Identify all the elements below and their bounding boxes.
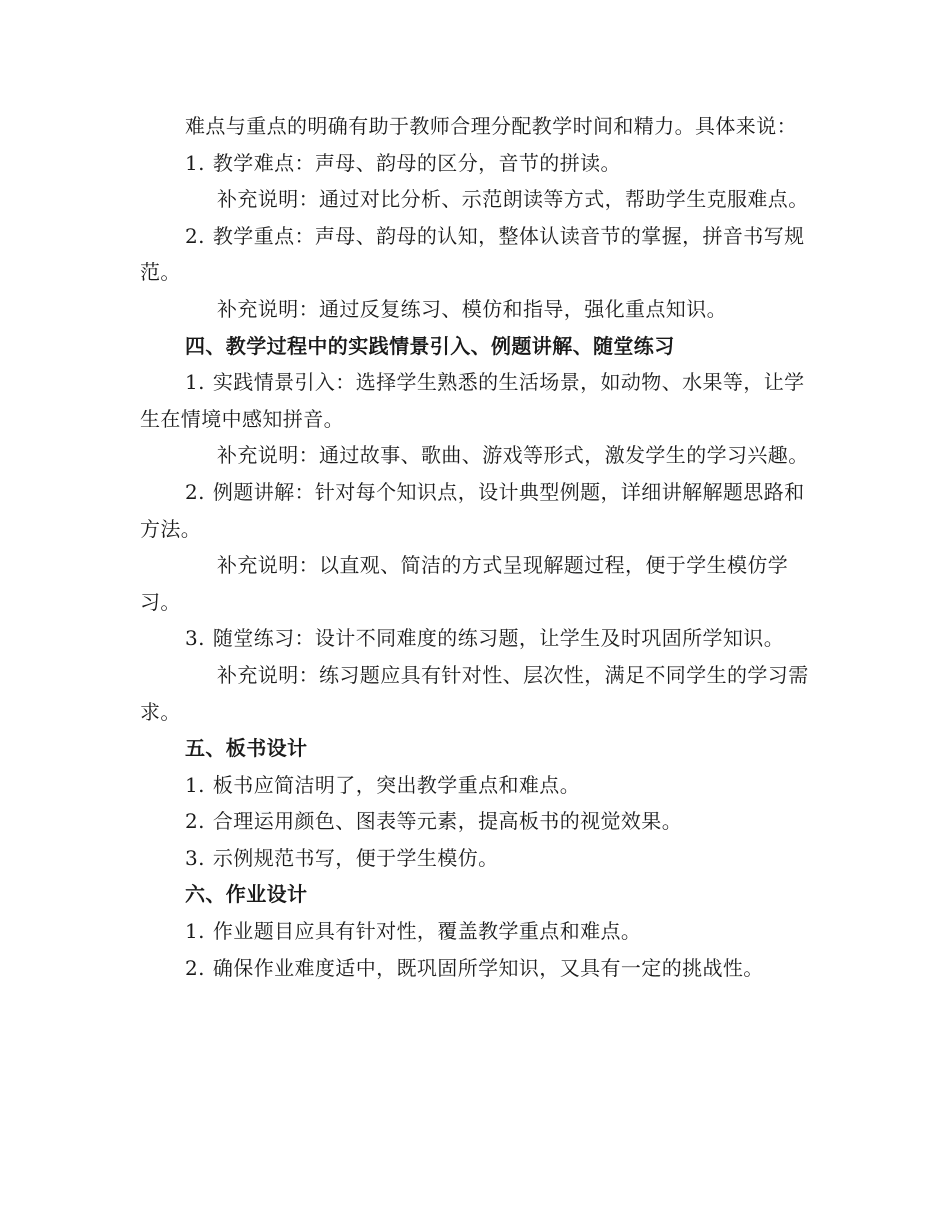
- list-text: 合理运用颜色、图表等元素，提高板书的视觉效果。: [212, 809, 683, 834]
- list-text: 例题讲解：针对每个知识点，设计典型例题，详细讲解解题思路和方法。: [140, 479, 805, 541]
- list-text: 实践情景引入：选择学生熟悉的生活场景，如动物、水果等，让学生在情境中感知拼音。: [140, 370, 805, 431]
- list-number: 1.: [185, 919, 205, 944]
- note-text: 补充说明：通过故事、歌曲、游戏等形式，激发学生的学习兴趣。: [217, 443, 809, 468]
- list-number: 2.: [185, 955, 205, 980]
- list-number: 3.: [185, 845, 205, 870]
- list-number: 2.: [185, 479, 205, 504]
- list-item-homework-2: [140, 950, 812, 987]
- list-item-homework-1: [140, 913, 812, 950]
- list-text: 教学难点：声母、韵母的区分，音节的拼读。: [212, 150, 621, 175]
- section-heading-6: [140, 876, 812, 913]
- list-number: 1.: [185, 772, 205, 797]
- list-item-key-points: [140, 218, 812, 291]
- heading-text: 四、教学过程中的实践情景引入、例题讲解、随堂练习: [185, 333, 675, 358]
- paragraph-text: 难点与重点的明确有助于教师合理分配教学时间和精力。具体来说：: [185, 114, 797, 138]
- list-number: 1.: [185, 150, 205, 175]
- list-item-scenario: [140, 364, 812, 437]
- note-key-points: [140, 291, 812, 328]
- list-item-exercises: [140, 620, 812, 657]
- list-text: 确保作业难度适中，既巩固所学知识，又具有一定的挑战性。: [212, 955, 764, 980]
- note-difficulty: [140, 181, 812, 218]
- heading-text: 五、板书设计: [185, 736, 308, 761]
- list-number: 1.: [185, 370, 205, 395]
- section-heading-4: [140, 328, 812, 365]
- list-item-examples: [140, 474, 812, 547]
- note-scenario: [140, 437, 812, 474]
- note-examples: [140, 547, 812, 620]
- note-text: 补充说明：练习题应具有针对性、层次性，满足不同学生的学习需求。: [140, 662, 809, 724]
- note-text: 补充说明：以直观、简洁的方式呈现解题过程，便于学生模仿学习。: [140, 553, 789, 614]
- list-text: 示例规范书写，便于学生模仿。: [212, 845, 499, 870]
- note-exercises: [140, 657, 812, 730]
- list-text: 作业题目应具有针对性，覆盖教学重点和难点。: [212, 919, 642, 944]
- paragraph-intro: [140, 108, 812, 145]
- list-item-board-1: [140, 767, 812, 804]
- list-text: 随堂练习：设计不同难度的练习题，让学生及时巩固所学知识。: [212, 626, 785, 651]
- note-text: 补充说明：通过反复练习、模仿和指导，强化重点知识。: [217, 296, 727, 321]
- note-text: 补充说明：通过对比分析、示范朗读等方式，帮助学生克服难点。: [217, 187, 809, 212]
- list-item-difficulty: [140, 145, 812, 182]
- list-text: 教学重点：声母、韵母的认知，整体认读音节的掌握，拼音书写规范。: [140, 223, 805, 285]
- list-text: 板书应简洁明了，突出教学重点和难点。: [212, 772, 581, 797]
- list-number: 3.: [185, 626, 205, 651]
- document-page: [140, 108, 812, 986]
- section-heading-5: [140, 730, 812, 767]
- list-item-board-3: [140, 840, 812, 877]
- list-item-board-2: [140, 803, 812, 840]
- list-number: 2.: [185, 809, 205, 834]
- heading-text: 六、作业设计: [185, 882, 308, 907]
- list-number: 2.: [185, 223, 205, 248]
